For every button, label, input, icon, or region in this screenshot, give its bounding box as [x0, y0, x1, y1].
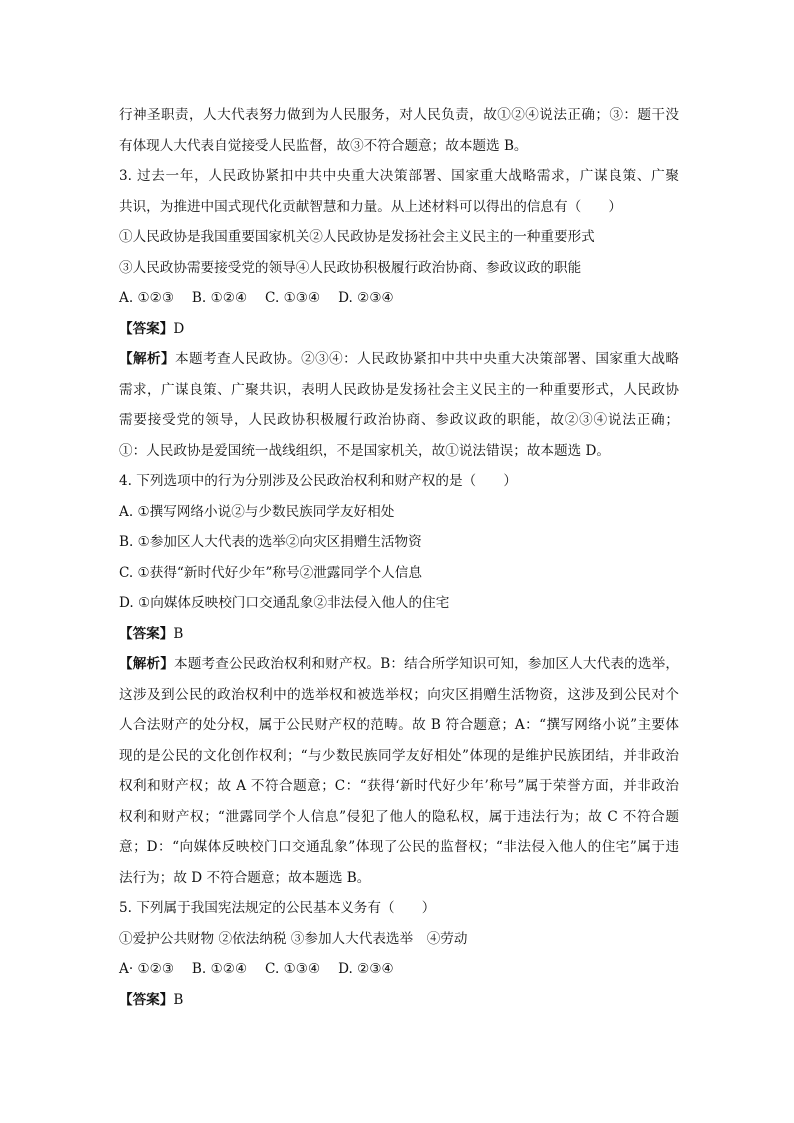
document-body: [119, 100, 679, 1015]
question-5-stem: 5. 下列属于我国宪法规定的公民基本义务有（ ）: [119, 900, 436, 916]
question-3-analysis: [119, 344, 679, 375]
question-3-options: A. ①②③ B. ①②④ C. ①③④ D. ②③④: [119, 290, 394, 306]
question-4-option-b: B. ①参加区人大代表的选举②向灾区捐赠生活物资: [119, 534, 422, 550]
question-5-options: A· ①②③ B. ①②④ C. ①③④ D. ②③④: [119, 961, 394, 977]
question-4-analysis: [119, 649, 679, 680]
question-4-analysis: 人合法财产的处分权，属于公民财产权的范畴。故 B 符合题意；A：“撰写网络小说”主要体: [119, 717, 679, 733]
question-4-option-d: D. ①向媒体反映校门口交通乱象②非法侵入他人的住宅: [119, 595, 450, 611]
question-4-analysis: 权利和财产权；故 A 不符合题意；C：“获得‘新时代好少年’称号”属于荣誉方面，并非政治: [119, 778, 679, 794]
answer-tag: 【答案】: [119, 991, 174, 1008]
question-4-analysis: 法行为；故 D 不符合题意；故本题选 B。: [119, 869, 371, 886]
question-4-option-a: A. ①撰写网络小说②与少数民族同学友好相处: [119, 503, 395, 520]
question-3-stem: 3. 过去一年，人民政协紧扣中共中央重大决策部署、国家重大战略需求，广谋良策、广聚: [119, 168, 679, 184]
answer-tag: 【答案】: [119, 320, 174, 337]
question-4-analysis: 这涉及到公民的政治权利中的选举权和被选举权；向灾区捐赠生活物资，这涉及到公民对个: [119, 686, 679, 703]
question-4-stem: 4. 下列选项中的行为分别涉及公民政治权利和财产权的是（ ）: [119, 473, 517, 489]
text-line: 有体现人大代表自觉接受人民监督，故③不符合题意；故本题选 B。: [119, 137, 528, 154]
answer-tag: 【答案】: [119, 625, 174, 642]
question-4-analysis: 现的是公民的文化创作权利；“与少数民族同学友好相处”体现的是维护民族团结，并非政治: [119, 747, 679, 764]
answer-value: D: [173, 320, 185, 337]
answer-value: B: [173, 625, 184, 642]
analysis-tag: 【解析】: [119, 351, 176, 367]
analysis-text: 本题考查公民政治权利和财产权。B：结合所学知识可知，参加区人大代表的选举，: [174, 656, 679, 672]
text-line: 行神圣职责，人大代表努力做到为人民服务，对人民负责，故①②④说法正确；③：题干没: [119, 107, 679, 123]
question-3-analysis: ①：人民政协是爱国统一战线组织，不是国家机关，故①说法错误；故本题选 D。: [119, 442, 610, 459]
question-3-analysis: 需求，广谋良策、广聚共识，表明人民政协是发扬社会主义民主的一种重要形式，人民政协: [119, 381, 679, 398]
analysis-text: 本题考查人民政协。②③④：人民政协紧扣中共中央重大决策部署、国家重大战略: [175, 351, 680, 367]
analysis-tag: 【解析】: [119, 656, 174, 672]
question-3-statements: ①人民政协是我国重要国家机关②人民政协是发扬社会主义民主的一种重要形式: [119, 229, 595, 245]
question-5-statements: ①爱护公共财物 ②依法纳税 ③参加人大代表选举 ④劳动: [119, 930, 468, 947]
question-4-analysis: 权利和财产权；“泄露同学个人信息”侵犯了他人的隐私权，属于违法行为；故 C 不符合题: [119, 808, 679, 825]
question-3-statements: ③人民政协需要接受党的领导④人民政协积极履行政治协商、参政议政的职能: [119, 259, 582, 276]
question-3-answer: [119, 314, 679, 345]
question-3-analysis: 需要接受党的领导，人民政协积极履行政治协商、参政议政的职能，故②③④说法正确；: [119, 412, 679, 428]
question-4-analysis: 意；D：“向媒体反映校门口交通乱象”体现了公民的监督权；“非法侵入他人的住宅”属于违: [119, 839, 679, 855]
question-3-stem: 共识，为推进中国式现代化贡献智慧和力量。从上述材料可以得出的信息有（ ）: [119, 198, 622, 215]
question-5-answer: [119, 985, 679, 1016]
answer-value: B: [173, 991, 184, 1008]
question-4-option-c: C. ①获得“新时代好少年”称号②泄露同学个人信息: [119, 564, 422, 581]
question-4-answer: [119, 619, 679, 650]
